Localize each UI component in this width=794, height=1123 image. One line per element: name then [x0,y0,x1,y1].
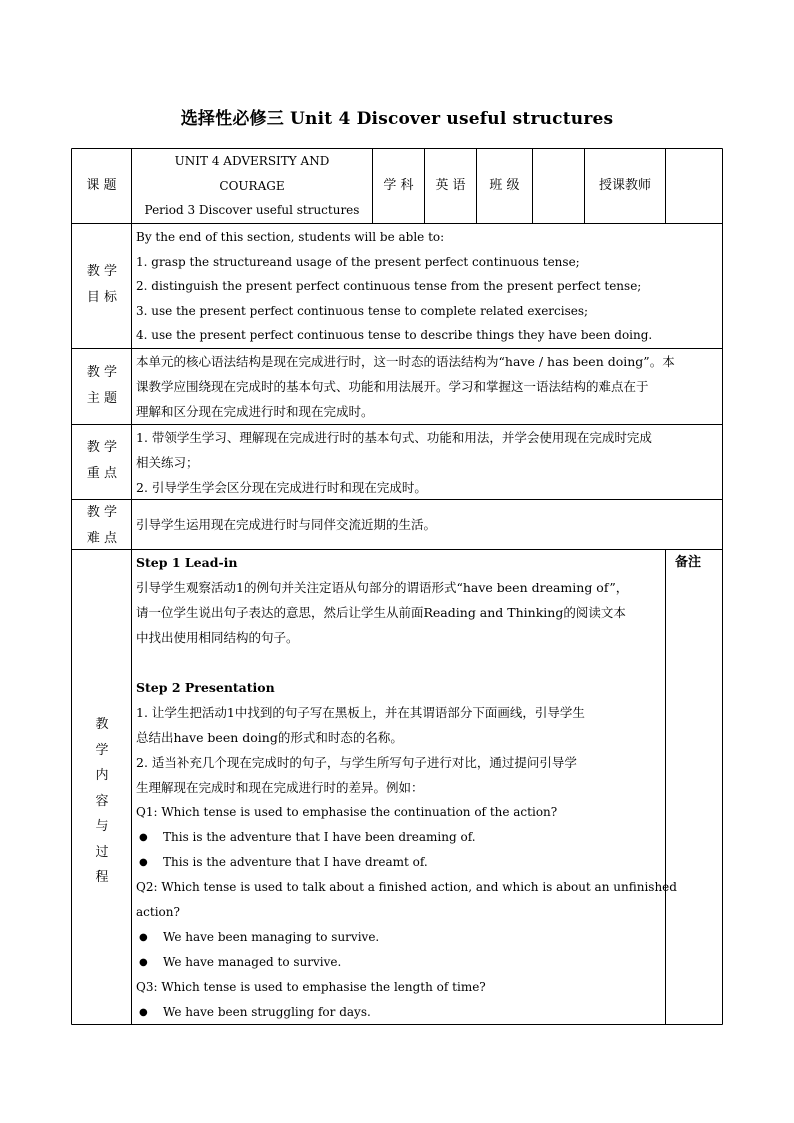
theme-content [136,349,720,424]
process-label: 教 学 内 容 与 过 程 [95,717,109,885]
notes-label: 备注 [675,555,702,570]
document-title: 选择性必修三 Unit 4 Discover useful structures [180,109,614,129]
step2-line: 总结出have been doing的形式和时态的名称。 [136,730,403,745]
keypoints-line: 相关练习； [136,455,199,470]
theme-line: 理解和区分现在完成进行时和现在完成时。 [136,404,374,419]
class-label: 班 级 [489,178,520,193]
objectives-line: By the end of this section, students will be able to: [136,230,445,244]
step1-title: Step 1 Lead-in [136,555,238,570]
process-content [136,550,677,1025]
step2-line: 2. 适当补充几个现在完成时的句子，与学生所写句子进行对比，通过提问引导学 [136,755,577,770]
course-line: UNIT 4 ADVERSITY AND [174,154,330,168]
course-title [132,149,372,223]
list-item: ● This is the adventure that I have dreamt of. [136,850,663,875]
question-q3: Q3: Which tense is used to emphasise the length of time? [136,980,486,994]
course-line: COURAGE [219,178,285,193]
question-q2: Q2: Which tense is used to talk about a finished action, and which is about an unfinished [136,880,677,894]
subject-label: 学 科 [383,178,414,193]
list-item: ● We have been struggling for days. [136,1000,663,1025]
theme-label: 教 学 主 题 [86,365,118,406]
step2-line: 生理解现在完成时和现在完成进行时的差异。例如： [136,780,424,795]
difficulties-label: 教 学 难 点 [86,505,118,546]
theme-line: 课教学应围绕现在完成时的基本句式、功能和用法展开。学习和掌握这一语法结构的难点在于 [136,379,649,394]
course-line: Period 3 Discover useful structures [144,203,360,217]
keypoints-line: 1. 带领学生学习、理解现在完成进行时的基本句式、功能和用法，并学会使用现在完成时完成 [136,430,652,445]
objectives-line: 3. use the present perfect continuous tense to complete related exercises; [136,303,589,318]
objectives-content [136,225,720,348]
question-q1: Q1: Which tense is used to emphasise the continuation of the action? [136,805,558,819]
course-label: 课 题 [86,178,117,193]
objectives-line: 1. grasp the structureand usage of the present perfect continuous tense; [136,254,580,269]
step1-line: 引导学生观察活动1的例句并关注定语从句部分的谓语形式“have been dreaming of”， [136,580,629,595]
list-item: ● This is the adventure that I have been dreaming of. [136,825,663,850]
objectives-line: 4. use the present perfect continuous tense to describe things they have been doing. [136,328,653,343]
objectives-label: 教 学 目 标 [86,264,118,305]
objectives-line: 2. distinguish the present perfect continuous tense from the present perfect tense; [136,279,642,294]
step1-line: 中找出使用相同结构的句子。 [136,630,299,645]
subject-value: 英 语 [435,178,466,193]
keypoints-label: 教 学 重 点 [86,440,118,481]
step2-line: 1. 让学生把活动1中找到的句子写在黑板上，并在其谓语部分下面画线，引导学生 [136,705,585,720]
list-item: ● We have managed to survive. [136,950,663,975]
step1-line: 请一位学生说出句子表达的意思，然后让学生从前面Reading and Thinking的阅读文本 [136,605,626,620]
keypoints-content [136,425,720,500]
difficulties-content: 引导学生运用现在完成进行时与同伴交流近期的生活。 [136,517,437,532]
teacher-label: 授课教师 [598,178,651,193]
keypoints-line: 2. 引导学生学会区分现在完成进行时和现在完成时。 [136,480,427,495]
list-item: ● We have been managing to survive. [136,925,663,950]
question-q2-cont: action? [136,905,180,919]
theme-line: 本单元的核心语法结构是现在完成进行时，这一时态的语法结构为“have / has been doing”。本 [136,354,675,369]
step2-title: Step 2 Presentation [136,680,275,695]
